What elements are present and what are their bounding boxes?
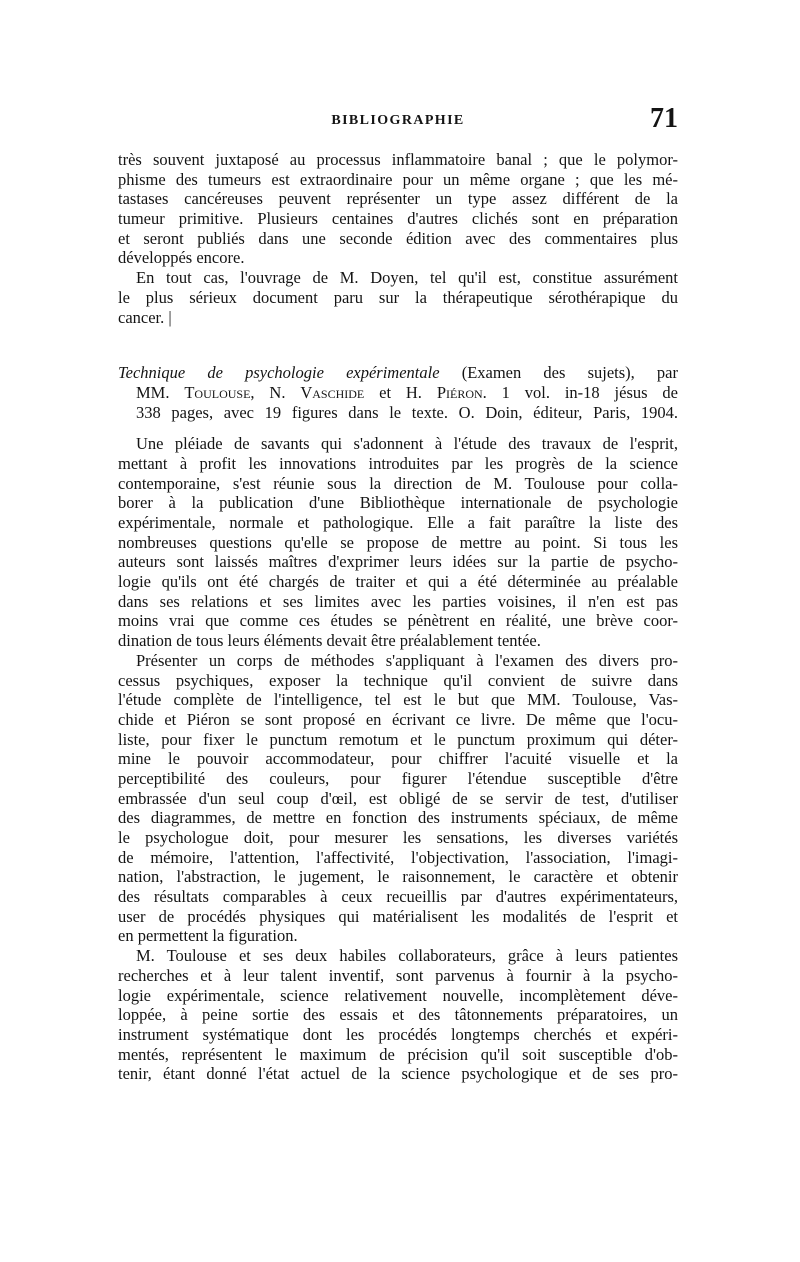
text-line: dination de tous leurs éléments devait être préalablement tentée. bbox=[118, 631, 541, 651]
author-toulouse: Toulouse bbox=[184, 382, 251, 402]
heading-line-3: 338 pages, avec 19 figures dans le texte. O. Doin, éditeur, Paris, 1904. bbox=[136, 402, 678, 422]
text-line: nation, l'abstraction, le jugement, le raisonnement, le caractère et obtenir bbox=[118, 867, 678, 887]
text-line: borer à la publication d'une Bibliothèque internationale de psychologie bbox=[118, 493, 678, 513]
heading-text: MM. bbox=[136, 382, 185, 402]
text-line: chide et Piéron se sont proposé en écrivant ce livre. De même que l'ocu- bbox=[118, 709, 678, 729]
text-line: de mémoire, l'attention, l'affectivité, l'objectivation, l'association, l'imagi- bbox=[118, 847, 678, 867]
text-line: Une pléiade de savants qui s'adonnent à l'étude des travaux de l'esprit, bbox=[136, 434, 678, 454]
paragraph-4 bbox=[118, 651, 678, 946]
text-line: des résultats comparables à ceux recueillis par d'autres expérimentateurs, bbox=[118, 887, 678, 907]
heading-text: et H. bbox=[364, 382, 437, 402]
page-number: 71 bbox=[650, 103, 678, 134]
review-heading bbox=[118, 363, 678, 422]
paragraph-5 bbox=[118, 946, 678, 1084]
text-line: tumeur primitive. Plusieurs centaines d'autres clichés sont en préparation bbox=[118, 209, 678, 229]
author-vaschide: Vaschide bbox=[300, 382, 365, 402]
text-line: et seront publiés dans une seconde édition avec des commentaires plus bbox=[118, 228, 678, 248]
text-line: moins vrai que comme ces études se pénètrent en réalité, une brève coor- bbox=[118, 611, 678, 631]
text-line: phisme des tumeurs est extraordinaire pour un même organe ; que les mé- bbox=[118, 169, 678, 189]
text-line: cancer. | bbox=[118, 307, 172, 327]
text-line: cessus psychiques, exposer la technique qu'il convient de suivre dans bbox=[118, 670, 678, 690]
text-line: Présenter un corps de méthodes s'appliquant à l'examen des divers pro- bbox=[136, 650, 678, 670]
subtitle-text: (Examen des sujets), par bbox=[439, 363, 678, 383]
text-line: embrassée d'un seul coup d'œil, est obligé de se servir de test, d'utiliser bbox=[118, 788, 678, 808]
heading-text: , N. bbox=[250, 382, 301, 402]
text-line: nombreuses questions qu'elle se propose de mettre au point. Si tous les bbox=[118, 532, 678, 552]
text-line: En tout cas, l'ouvrage de M. Doyen, tel qu'il est, constitue assurément bbox=[136, 268, 678, 288]
text-line: expérimentale, normale et pathologique. Elle a fait paraître la liste des bbox=[118, 513, 678, 532]
text-line: des diagrammes, de mettre en fonction des instruments spéciaux, de même bbox=[118, 808, 678, 828]
text-line: tenir, étant donné l'état actuel de la science psychologique et de ses pro- bbox=[118, 1064, 678, 1084]
text-line: recherches et à leur talent inventif, sont parvenus à fournir à la psycho- bbox=[118, 965, 678, 985]
text-line: développés encore. bbox=[118, 248, 245, 268]
text-line: très souvent juxtaposé au processus inflammatoire banal ; que le polymor- bbox=[118, 150, 678, 169]
text-line: tastases cancéreuses peuvent représenter un type assez différent de la bbox=[118, 189, 678, 209]
text-line: M. Toulouse et ses deux habiles collaborateurs, grâce à leurs patientes bbox=[136, 946, 678, 966]
paragraph-1 bbox=[118, 150, 678, 268]
text-line: auteurs sont laissés maîtres d'exprimer leurs idées sur la partie de psycho- bbox=[118, 552, 678, 572]
text-line: mettant à profit les innovations introduites par les progrès de la science bbox=[118, 453, 678, 473]
text-line: perceptibilité des couleurs, pour figurer l'étendue susceptible d'être bbox=[118, 768, 678, 788]
text-line: mentés, représentent le maximum de précision qu'il soit susceptible d'ob- bbox=[118, 1044, 678, 1064]
text-line: liste, pour fixer le punctum remotum et le punctum proximum qui déter- bbox=[118, 729, 678, 749]
page-header bbox=[118, 103, 678, 139]
page-body bbox=[118, 150, 678, 1084]
text-line: loppée, à peine sortie des essais et des tâtonnements préparatoires, un bbox=[118, 1005, 678, 1025]
text-line: en permettent la figuration. bbox=[118, 926, 298, 946]
text-line: user de procédés physiques qui matérialisent les modalités de l'esprit et bbox=[118, 906, 678, 926]
author-pieron: Piéron bbox=[436, 382, 483, 402]
text-line: le psychologue doit, pour mesurer les sensations, les diverses variétés bbox=[118, 828, 678, 847]
book-title: Technique de psychologie expérimentale bbox=[118, 363, 440, 383]
text-line: dans ses relations et ses limites avec les parties voisines, il n'en est pas bbox=[118, 591, 678, 611]
heading-line-1 bbox=[118, 363, 678, 383]
running-head: BIBLIOGRAPHIE bbox=[331, 113, 465, 128]
paragraph-3 bbox=[118, 434, 678, 651]
text-line: l'étude complète de l'intelligence, tel est le but que MM. Toulouse, Vas- bbox=[118, 690, 678, 710]
text-line: le plus sérieux document paru sur la thérapeutique sérothérapique du bbox=[118, 287, 678, 307]
text-line: contemporaine, s'est réunie sous la direction de M. Toulouse pour colla- bbox=[118, 473, 678, 493]
text-line: logie qu'ils ont été chargés de traiter et qui a été déterminée au préalable bbox=[118, 572, 678, 592]
text-line: instrument systématique dont les procédés longtemps cherchés et expéri- bbox=[118, 1024, 678, 1044]
heading-text: . 1 vol. in-18 jésus de bbox=[482, 382, 678, 402]
heading-line-2 bbox=[118, 383, 678, 403]
text-line: mine le pouvoir accommodateur, pour chiffrer l'acuité visuelle et la bbox=[118, 749, 678, 769]
text-line: logie expérimentale, science relativement nouvelle, incomplètement déve- bbox=[118, 985, 678, 1005]
paragraph-2 bbox=[118, 268, 678, 327]
